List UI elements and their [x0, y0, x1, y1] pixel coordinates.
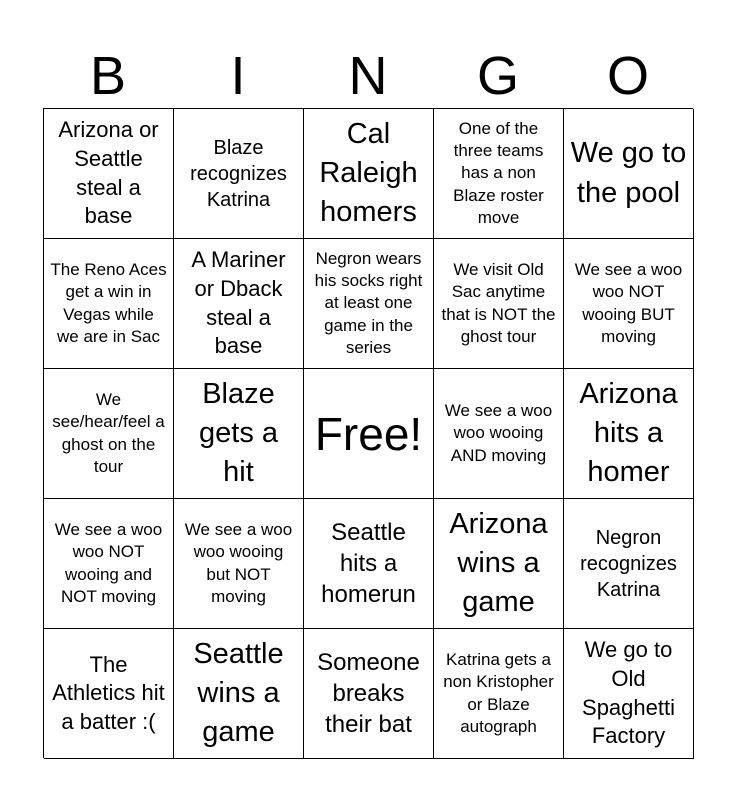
cell-text: We see a woo woo wooing AND moving [444, 401, 553, 465]
bingo-cell-r2c1[interactable] [44, 239, 174, 369]
bingo-cell-r4c2[interactable] [174, 499, 304, 629]
bingo-cell-r5c1[interactable] [44, 629, 174, 759]
header-letter-o: O [606, 46, 649, 106]
bingo-board [43, 108, 693, 758]
cell-text: Arizona or Seattle steal a base [58, 117, 159, 229]
cell-text: We see a woo woo wooing but NOT moving [184, 520, 293, 606]
cell-text: A Mariner or Dback steal a base [191, 247, 286, 359]
bingo-cell-r4c4[interactable] [434, 499, 564, 629]
bingo-cell-r5c3[interactable] [304, 629, 434, 759]
cell-text: Someone breaks their bat [317, 648, 420, 739]
cell-text: Seattle wins a game [193, 637, 284, 749]
bingo-cell-r2c3[interactable] [304, 239, 434, 369]
cell-text: Free! [314, 407, 423, 460]
bingo-cell-r1c2[interactable] [174, 109, 304, 239]
bingo-cell-r3c1[interactable] [44, 369, 174, 499]
bingo-cell-r3c2[interactable] [174, 369, 304, 499]
bingo-cell-r4c5[interactable] [564, 499, 694, 629]
cell-text: Negron recognizes Katrina [580, 526, 677, 601]
bingo-cell-r2c5[interactable] [564, 239, 694, 369]
cell-text: Katrina gets a non Kristopher or Blaze autograph [443, 650, 554, 736]
bingo-cell-free[interactable] [304, 369, 434, 499]
cell-text: One of the three teams has a non Blaze roster move [453, 119, 544, 227]
cell-text: Blaze gets a hit [199, 377, 278, 489]
cell-text: The Athletics hit a batter :( [52, 651, 165, 734]
bingo-cell-r2c2[interactable] [174, 239, 304, 369]
header-letter-i: I [230, 46, 246, 106]
header-letter-n: N [348, 46, 388, 106]
header-letter-b: B [89, 46, 127, 106]
bingo-cell-r4c3[interactable] [304, 499, 434, 629]
bingo-header [43, 44, 693, 108]
bingo-cell-r5c4[interactable] [434, 629, 564, 759]
bingo-cell-r4c1[interactable] [44, 499, 174, 629]
cell-text: Negron wears his socks right at least one game in the series [314, 249, 423, 357]
cell-text: We see a woo woo NOT wooing BUT moving [574, 260, 683, 346]
bingo-cell-r1c5[interactable] [564, 109, 694, 239]
header-letter-g: G [476, 46, 519, 106]
cell-text: We go to Old Spaghetti Factory [582, 637, 675, 749]
cell-text: We go to the pool [570, 137, 687, 209]
bingo-cell-r1c3[interactable] [304, 109, 434, 239]
cell-text: We visit Old Sac anytime that is NOT the ghost tour [441, 260, 556, 346]
bingo-cell-r5c5[interactable] [564, 629, 694, 759]
bingo-cell-r2c4[interactable] [434, 239, 564, 369]
bingo-cell-r1c1[interactable] [44, 109, 174, 239]
cell-text: We see a woo woo NOT wooing and NOT moving [54, 520, 163, 606]
bingo-cell-r3c5[interactable] [564, 369, 694, 499]
cell-text: Arizona hits a homer [579, 377, 678, 489]
cell-text: Seattle hits a homerun [321, 518, 416, 609]
cell-text: Cal Raleigh homers [319, 117, 418, 229]
cell-text: We see/hear/feel a ghost on the tour [52, 390, 165, 476]
cell-text: Arizona wins a game [449, 507, 548, 619]
bingo-cell-r1c4[interactable] [434, 109, 564, 239]
bingo-cell-r3c4[interactable] [434, 369, 564, 499]
cell-text: Blaze recognizes Katrina [190, 136, 287, 211]
cell-text: The Reno Aces get a win in Vegas while we are in Sac [50, 260, 167, 346]
bingo-cell-r5c2[interactable] [174, 629, 304, 759]
